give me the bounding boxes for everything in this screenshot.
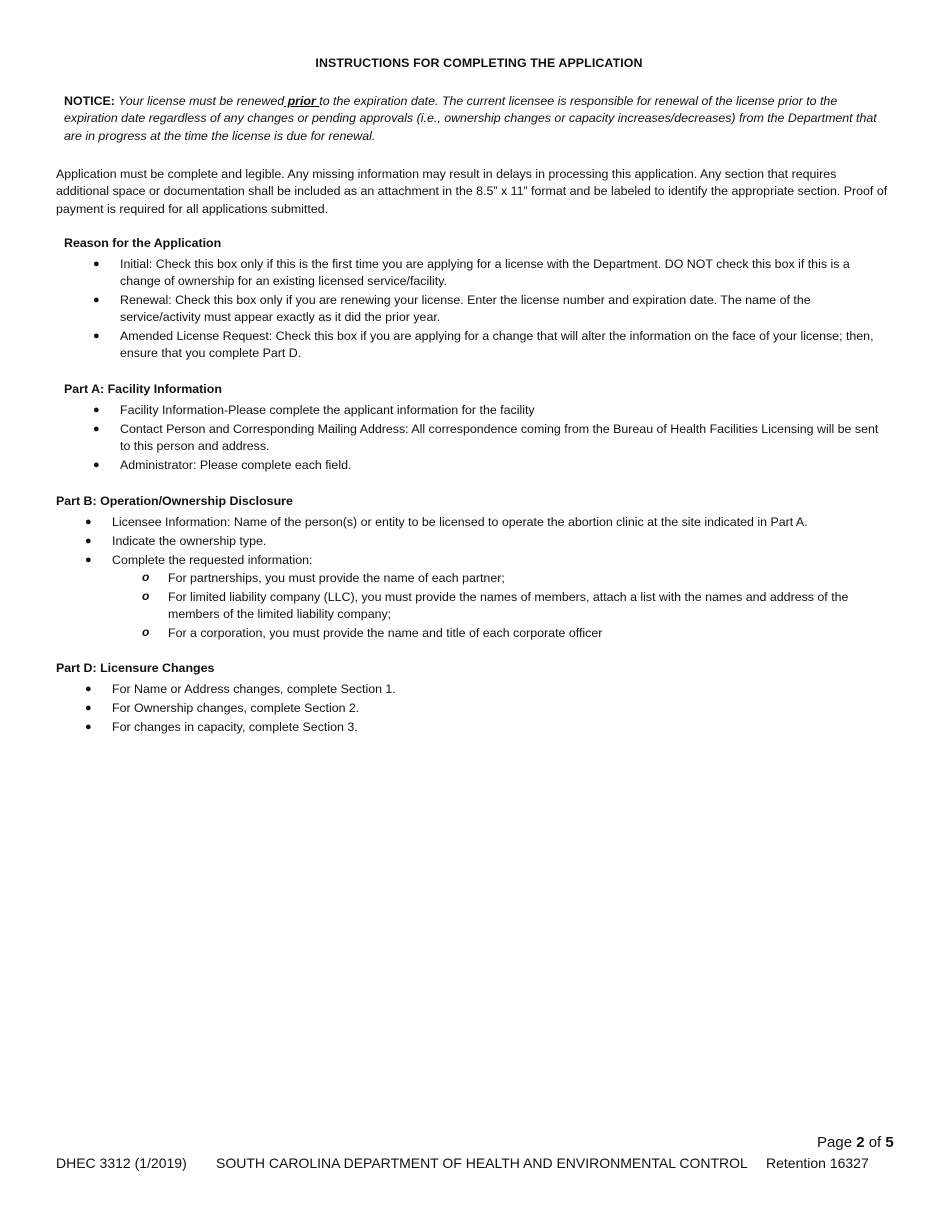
bullet-icon: ● [85,702,92,714]
sub-list-item [142,625,880,642]
bullet-icon: ● [85,683,92,695]
list-item-text: Renewal: Check this box only if you are renewing your license. Enter the license number and expiration date. The name of the service/activity must appear exactly as it did the prior year. [120,293,811,324]
sub-list-item [142,589,880,623]
list-item [85,700,882,717]
list-item-text: Initial: Check this box only if this is the first time you are applying for a license with the Department. DO NOT check this box if this is a change of ownership for an existing licensed service/facility. [120,257,850,288]
list-item [85,533,882,550]
list-item-text: Contact Person and Corresponding Mailing Address: All correspondence coming from the Bureau of Health Facilities Licensing will be sent to this person and address. [120,422,879,453]
list-item-text: Complete the requested information: [112,553,313,567]
list-item [93,256,880,290]
circle-bullet-icon: o [142,589,150,603]
list-item-text: For changes in capacity, complete Section 3. [112,720,358,734]
list-item [85,681,882,698]
list-item [93,328,880,362]
department-name: SOUTH CAROLINA DEPARTMENT OF HEALTH AND ENVIRONMENTAL CONTROL [216,1155,748,1171]
sub-list-item-text: For limited liability company (LLC), you must provide the names of members, attach a list with the names and address of the members of the limited liability company; [168,590,849,621]
bullet-icon: ● [85,554,92,566]
part-a-heading: Part A: Facility Information [64,382,222,396]
sub-list-item-text: For a corporation, you must provide the name and title of each corporate officer [168,626,603,640]
list-item-text: Indicate the ownership type. [112,534,267,548]
page-total: 5 [885,1134,894,1151]
page-title: INSTRUCTIONS FOR COMPLETING THE APPLICATION [315,56,643,70]
bullet-icon: ● [85,721,92,733]
notice-text-after: to the expiration date. The current licensee is responsible for renewal of the license prior to the expiration date regardless of any changes or pending approvals (i.e., ownership changes or capacity increases/decreases) from the Department that are in progress at the time the license is due for renewal. [64,94,877,143]
list-item [85,514,882,531]
page-number [817,1134,894,1151]
retention-code: Retention 16327 [766,1155,869,1171]
notice-text-before: Your license must be renewed [114,94,285,108]
page-prefix: Page [817,1134,857,1151]
list-item-text: Facility Information-Please complete the applicant information for the facility [120,403,535,417]
part-a-list [93,402,880,474]
notice-label: NOTICE: [64,94,115,108]
list-item [85,552,882,569]
part-d-heading: Part D: Licensure Changes [56,661,215,675]
circle-bullet-icon: o [142,570,150,584]
bullet-icon: ● [93,459,100,471]
bullet-icon: ● [85,516,92,528]
bullet-icon: ● [93,404,100,416]
list-item [93,292,880,326]
circle-bullet-icon: o [142,625,150,639]
part-b-heading: Part B: Operation/Ownership Disclosure [56,494,293,508]
list-item [85,719,882,736]
sub-list-item [142,570,880,587]
bullet-icon: ● [93,330,100,342]
bullet-icon: ● [93,423,100,435]
list-item-text: Administrator: Please complete each field. [120,458,352,472]
reason-list [93,256,880,362]
page-current: 2 [856,1134,865,1151]
part-b-list [85,514,882,569]
notice-block [64,93,879,145]
form-id: DHEC 3312 (1/2019) [56,1155,187,1171]
page-of: of [864,1134,886,1151]
sub-list-item-text: For partnerships, you must provide the name of each partner; [168,571,505,585]
bullet-icon: ● [93,294,100,306]
notice-emphasis: prior [284,94,320,108]
list-item-text: For Ownership changes, complete Section 2. [112,701,360,715]
list-item-text: Amended License Request: Check this box if you are applying for a change that will alter the information on the face of your license; then, ensure that you complete Part D. [120,329,874,360]
part-d-list [85,681,882,736]
list-item [93,421,880,455]
bullet-icon: ● [93,258,100,270]
list-item [93,402,880,419]
reason-heading: Reason for the Application [64,236,222,250]
bullet-icon: ● [85,535,92,547]
list-item-text: Licensee Information: Name of the person(s) or entity to be licensed to operate the abortion clinic at the site indicated in Part A. [112,515,808,529]
list-item [93,457,880,474]
part-b-sublist [142,570,880,642]
intro-paragraph: Application must be complete and legible. Any missing information may result in delays in processing this application. Any section that requires additional space or documentation shall be included as an attachment in the 8.5” x 11” format and be labeled to identify the appropriate section. Proof of payment is required for all applications submitted. [56,167,888,216]
list-item-text: For Name or Address changes, complete Section 1. [112,682,396,696]
